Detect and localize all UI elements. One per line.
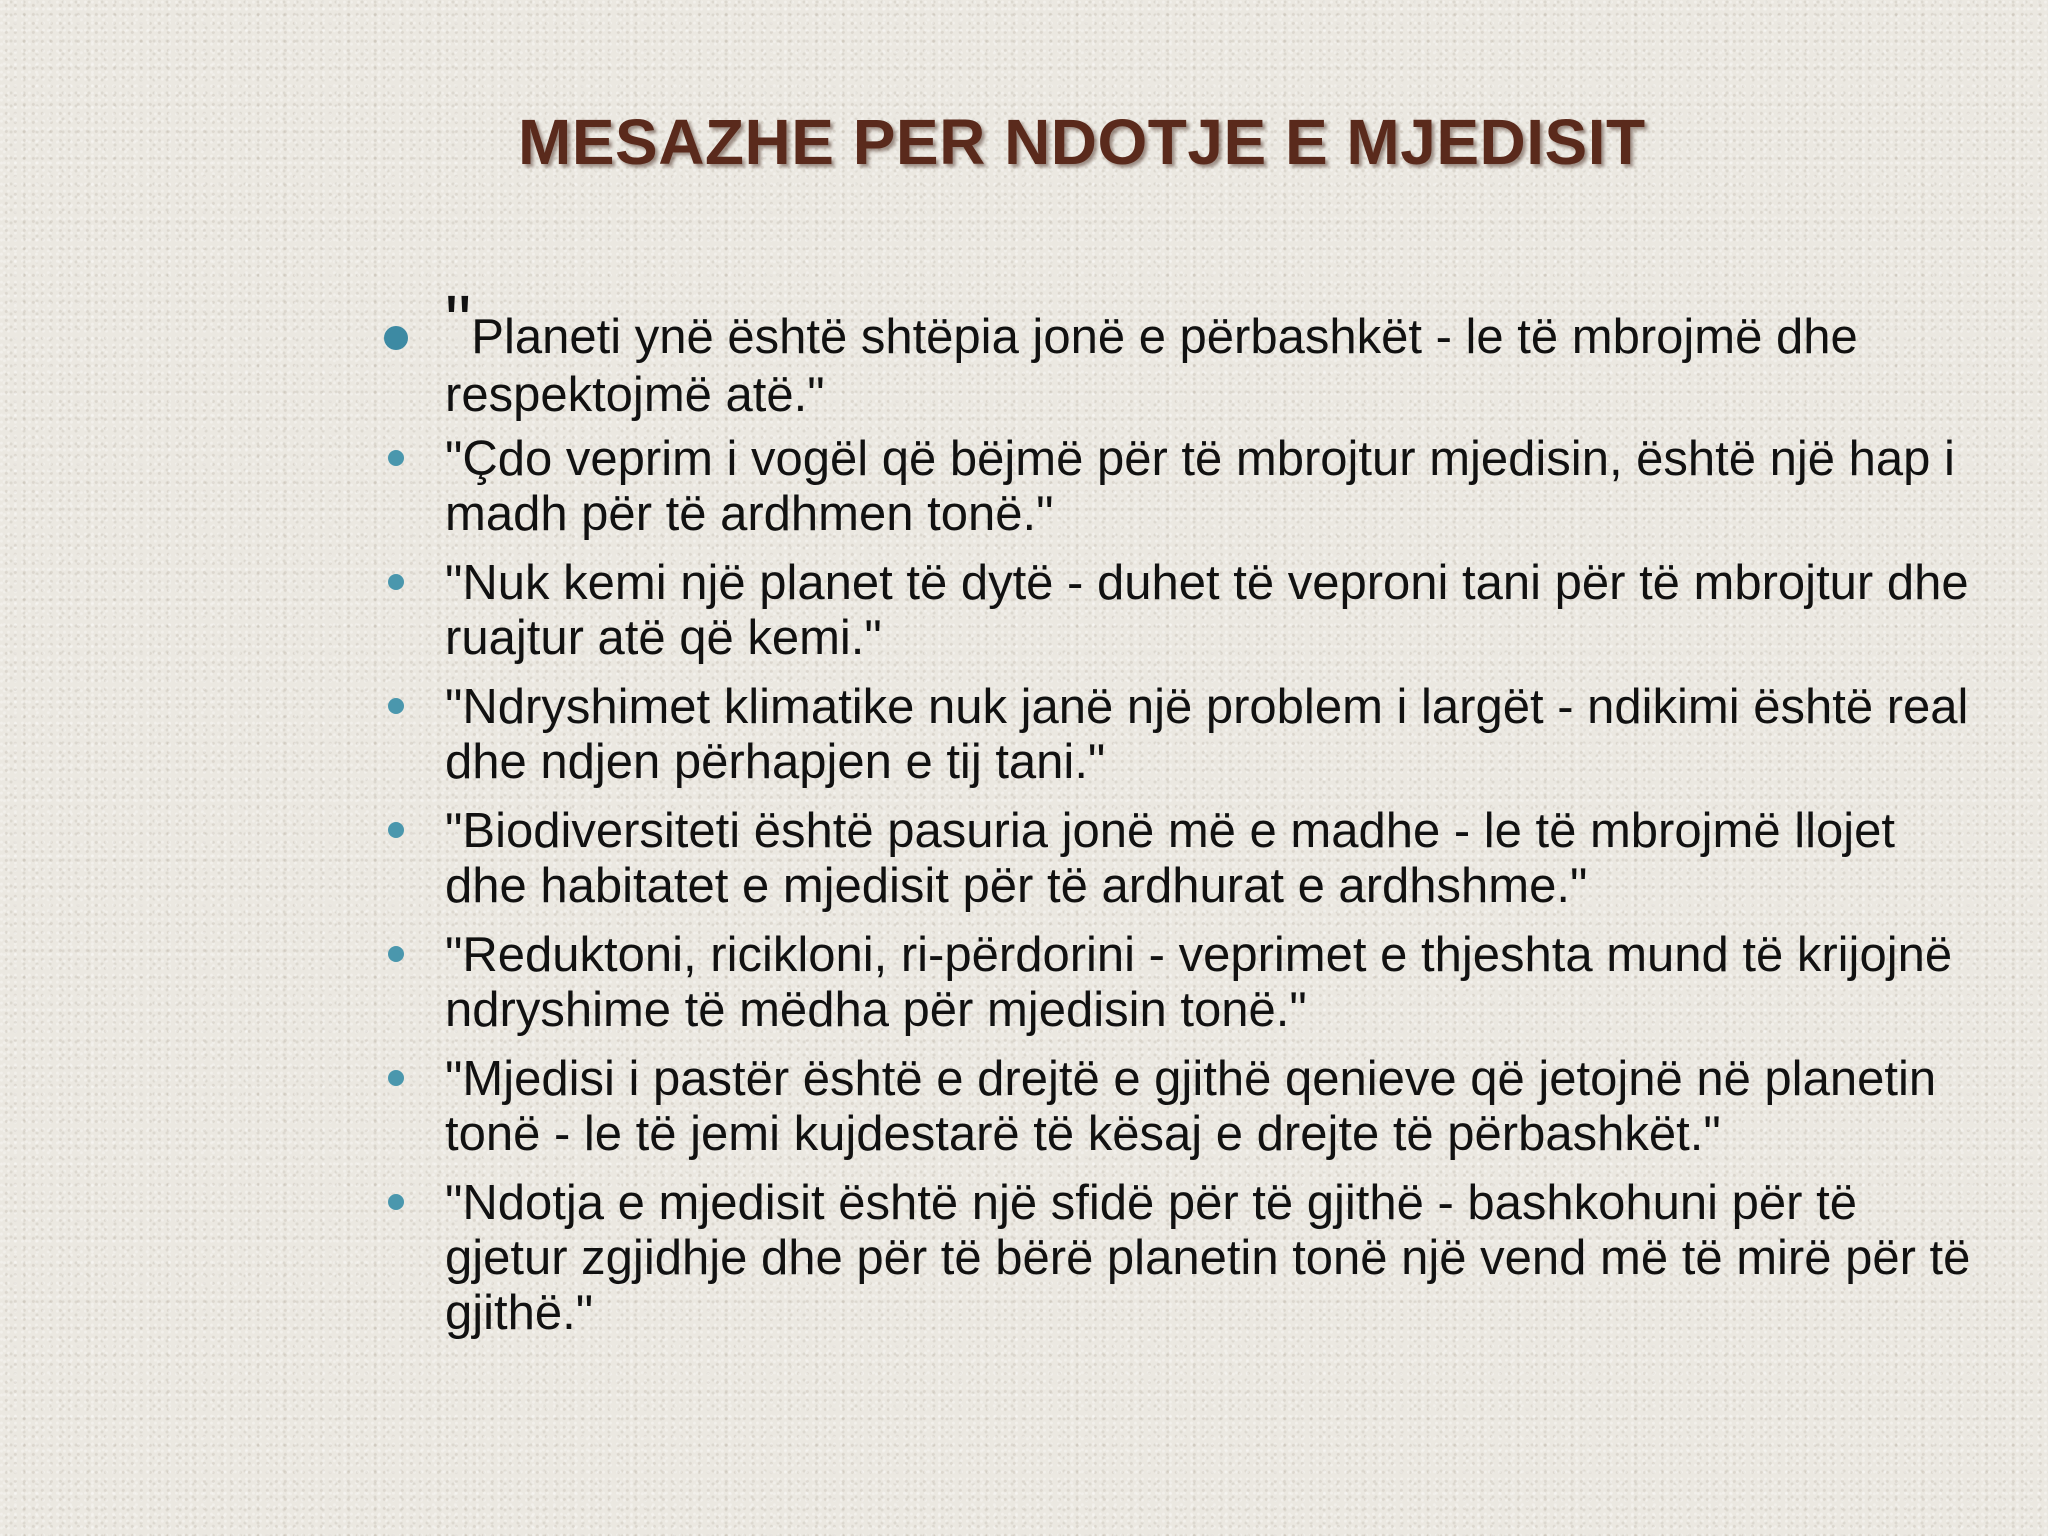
list-item <box>380 1176 1980 1341</box>
list-item-text: "Mjedisi i pastër është e drejtë e gjithë qenieve që jetojnë në planetin tonë - le të jemi kujdestarë të kësaj e drejte të përbashkët." <box>445 1052 1937 1161</box>
list-item <box>380 804 1980 914</box>
list-item-text: "Reduktoni, ricikloni, ri-përdorini - veprimet e thjeshta mund të krijojnë ndryshime të mëdha për mjedisin tonë." <box>445 928 1953 1037</box>
list-item-text: Planeti ynë është shtëpia jonë e përbashkët - le të mbrojmë dhe respektojmë atë." <box>445 310 1858 422</box>
list-item-text: "Çdo veprim i vogël që bëjmë për të mbrojtur mjedisin, është një hap i madh për të ardhmen tonë." <box>445 432 1955 541</box>
list-item <box>380 432 1980 542</box>
list-item-text: "Biodiversiteti është pasuria jonë më e madhe - le të mbrojmë llojet dhe habitatet e mjedisit për të ardhurat e ardhshme." <box>445 804 1895 913</box>
list-item <box>380 928 1980 1038</box>
list-item-text: "Ndryshimet klimatike nuk janë një problem i largët - ndikimi është real dhe ndjen përhapjen e tij tani." <box>445 680 1969 789</box>
list-item <box>380 280 1980 424</box>
bullet-dot-icon <box>388 1194 404 1210</box>
list-item-text: "Nuk kemi një planet të dytë - duhet të veproni tani për të mbrojtur dhe ruajtur atë që kemi." <box>445 556 1969 665</box>
message-list <box>380 280 1980 1355</box>
list-item-text: "Ndotja e mjedisit është një sfidë për të gjithë - bashkohuni për të gjetur zgjidhje dhe për të bërë planetin tonë një vend më të mirë për të gjithë." <box>445 1176 1971 1340</box>
bullet-dot-icon <box>388 822 404 838</box>
opening-quote: " <box>445 280 472 363</box>
bullet-dot-icon <box>388 450 404 466</box>
list-item <box>380 556 1980 666</box>
bullet-dot-icon <box>388 1070 404 1086</box>
bullet-dot-icon <box>388 946 404 962</box>
slide-title: MESAZHE PER NDOTJE E MJEDISIT <box>518 106 1646 178</box>
bullet-dot-icon <box>388 574 404 590</box>
list-item <box>380 1052 1980 1162</box>
list-item <box>380 680 1980 790</box>
bullet-dot-icon <box>384 326 408 350</box>
bullet-dot-icon <box>388 698 404 714</box>
